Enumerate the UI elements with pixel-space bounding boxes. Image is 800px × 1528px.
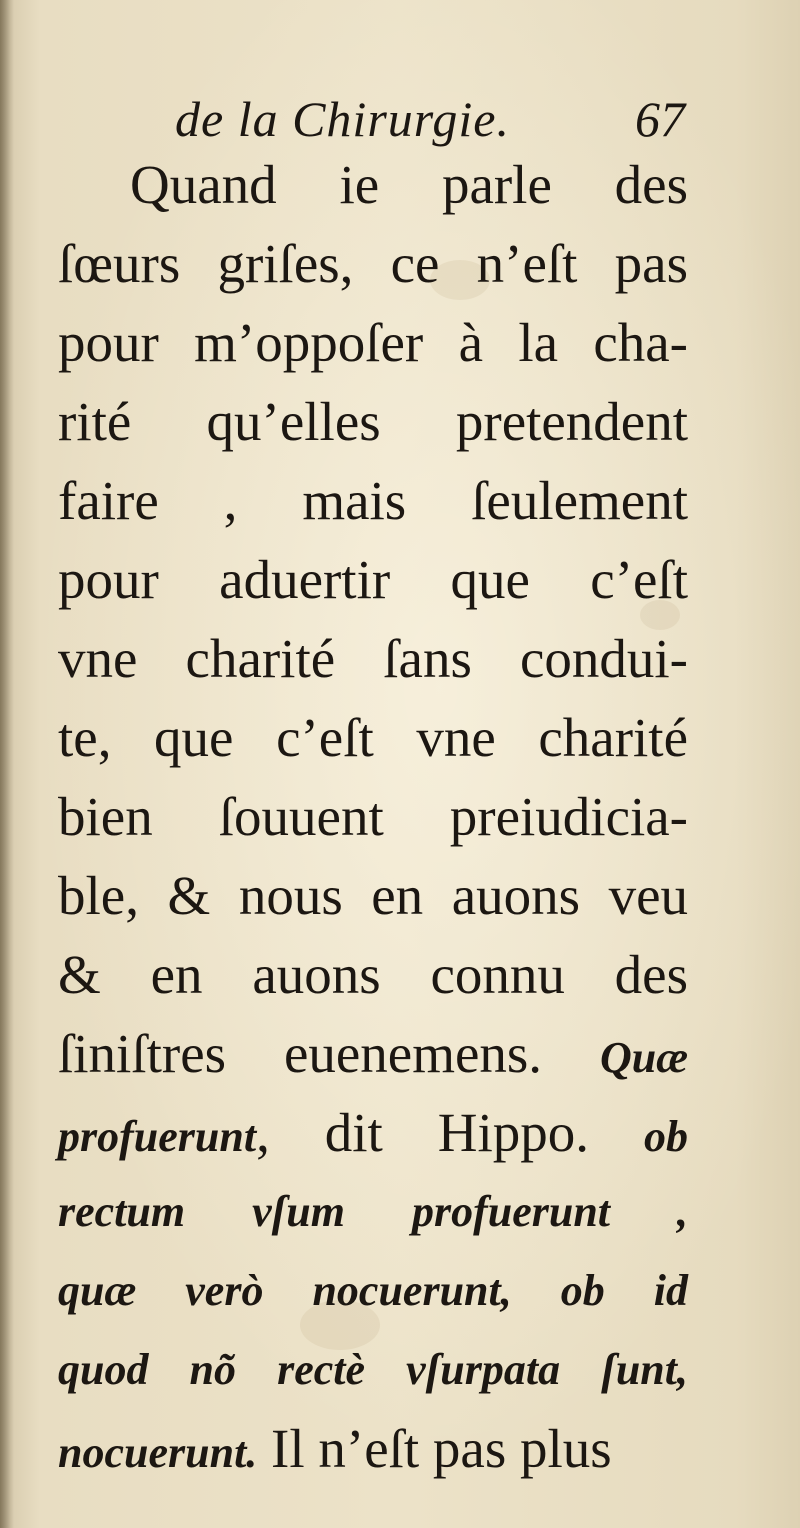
text-line: ſœurs griſes, ce n’eſt pas — [58, 233, 688, 294]
latin-word: ob — [644, 1112, 688, 1161]
text-line: pour m’oppoſer à la cha- — [58, 312, 688, 373]
text-line: vne charité ſans condui- — [58, 628, 688, 689]
latin-word: nocuerunt. — [58, 1428, 258, 1477]
text-line-mixed — [58, 1409, 688, 1488]
text-line: te, que c’eſt vne charité — [58, 707, 688, 768]
text-segment: , dit Hippo. — [256, 1102, 590, 1163]
latin-line: rectum vſum profuerunt , — [58, 1187, 688, 1236]
page-number: 67 — [635, 91, 685, 147]
text-line-mixed — [58, 1093, 688, 1172]
text-line-with-quote-start — [58, 1014, 688, 1093]
page-header — [175, 90, 685, 150]
text-segment: ſiniſtres euenemens. — [58, 1023, 543, 1084]
text-line: Quand ie parle des — [130, 154, 688, 215]
text-line: rité qu’elles pretendent — [58, 391, 688, 452]
latin-quote-start: Quæ — [599, 1033, 688, 1082]
text-line: faire , mais ſeulement — [58, 470, 688, 531]
text-line: & en auons connu des — [58, 944, 688, 1005]
body-text — [58, 145, 688, 1488]
text-line: pour aduertir que c’eſt — [58, 549, 688, 610]
text-line: ble, & nous en auons veu — [58, 865, 688, 926]
running-head: de la Chirurgie. — [175, 91, 510, 147]
text-line: bien ſouuent preiudicia- — [58, 786, 688, 847]
text-segment: Il n’eſt pas plus — [257, 1418, 612, 1479]
spine-shadow — [0, 0, 14, 1528]
latin-line: quæ verò nocuerunt, ob id — [58, 1266, 688, 1315]
latin-line: quod nõ rectè vſurpata ſunt, — [58, 1345, 688, 1394]
latin-word: profuerunt — [58, 1112, 257, 1161]
